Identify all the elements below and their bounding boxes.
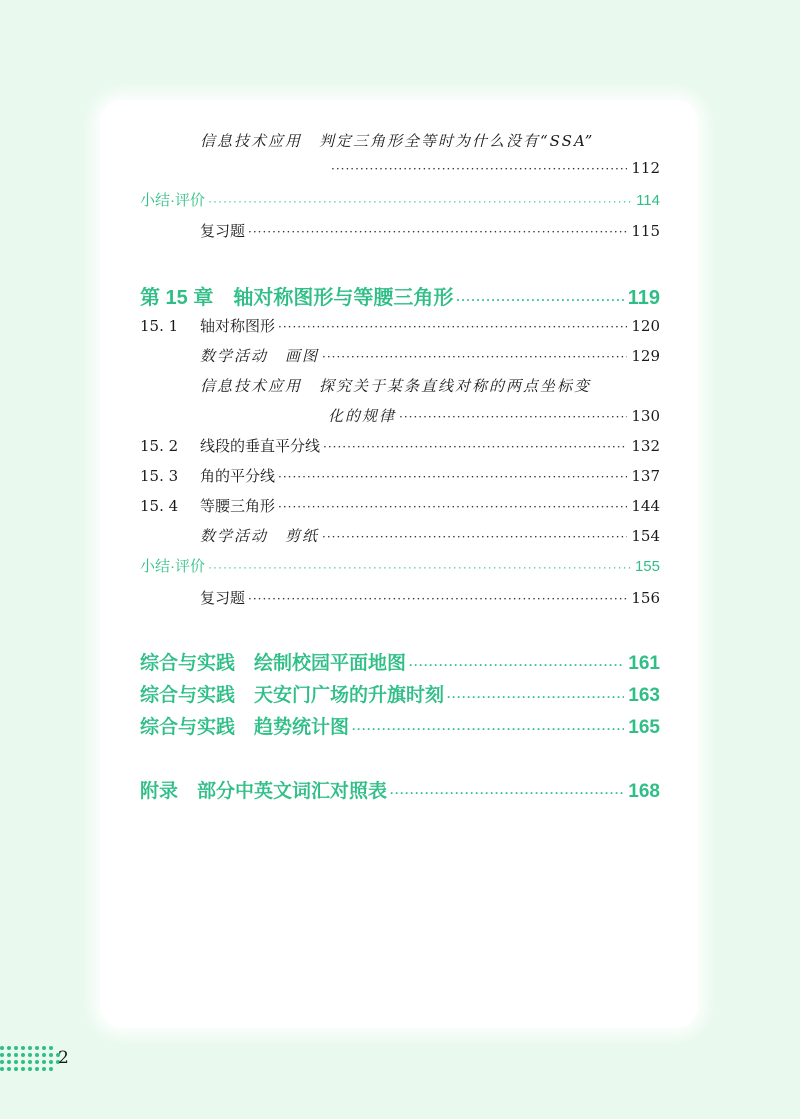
footer-page-number: 2	[58, 1048, 69, 1068]
footer-dot	[49, 1046, 53, 1050]
entry-title: 综合与实践 绘制校园平面地图	[140, 653, 407, 674]
toc-entry-it-symmetry[interactable]	[140, 375, 660, 401]
entry-title: 综合与实践 天安门广场的升旗时刻	[140, 685, 445, 706]
footer-dot	[0, 1060, 4, 1064]
toc-entry-ssa-page[interactable]	[140, 159, 660, 185]
section-number: 15. 2	[140, 437, 179, 455]
toc-practice-map[interactable]	[140, 648, 660, 678]
entry-title: 轴对称图形	[200, 317, 276, 335]
entry-title: 综合与实践 趋势统计图	[140, 717, 350, 738]
footer-dot	[7, 1067, 11, 1071]
entry-title: 等腰三角形	[200, 497, 276, 515]
footer-dot	[14, 1067, 18, 1071]
entry-title: 复习题	[200, 222, 246, 240]
leader-dots	[248, 225, 627, 239]
toc-entry-ssa[interactable]	[140, 130, 660, 156]
leader-dots	[208, 194, 632, 208]
footer-dot	[21, 1053, 25, 1057]
page-number: 119	[627, 287, 660, 309]
page-number: 132	[631, 437, 660, 455]
footer-dot	[0, 1053, 4, 1057]
footer-dot	[14, 1053, 18, 1057]
page-number: 165	[628, 717, 660, 738]
footer-dot	[42, 1060, 46, 1064]
entry-title: 小结·评价	[140, 558, 205, 575]
leader-dots	[331, 162, 627, 176]
page-number: 120	[631, 317, 660, 335]
entry-title: 线段的垂直平分线	[200, 437, 321, 455]
toc-entry-summary-14[interactable]	[140, 189, 660, 215]
leader-dots	[322, 530, 627, 544]
toc-practice-trend[interactable]	[140, 712, 660, 742]
leader-dots	[447, 690, 624, 704]
footer-dot	[42, 1046, 46, 1050]
entry-title: 角的平分线	[200, 467, 276, 485]
footer-dot	[28, 1067, 32, 1071]
entry-title: 复习题	[200, 589, 246, 607]
footer-dot	[35, 1060, 39, 1064]
toc-entry-review-15[interactable]	[140, 587, 660, 613]
entry-title: 数学活动 剪纸	[200, 527, 320, 545]
entry-title: 信息技术应用 判定三角形全等时为什么没有“SSA”	[200, 132, 595, 150]
page-number: 114	[636, 192, 660, 209]
entry-title: 化的规律	[328, 407, 397, 425]
toc-entry-summary-15[interactable]	[140, 555, 660, 581]
footer-dot	[21, 1046, 25, 1050]
footer-dot	[21, 1060, 25, 1064]
toc-entry-activity-draw[interactable]	[140, 345, 660, 371]
toc-section-15-2[interactable]	[140, 435, 660, 461]
page-number: 137	[631, 467, 660, 485]
footer-dot	[49, 1067, 53, 1071]
leader-dots	[399, 410, 627, 424]
leader-dots	[322, 350, 627, 364]
toc-practice-flag[interactable]	[140, 680, 660, 710]
footer-dot	[49, 1060, 53, 1064]
footer-dot	[0, 1067, 4, 1071]
footer-dot	[35, 1067, 39, 1071]
footer-dot	[7, 1046, 11, 1050]
toc-appendix[interactable]	[140, 776, 660, 806]
page-number: 112	[631, 159, 660, 177]
footer-dot	[14, 1060, 18, 1064]
footer-dot	[42, 1067, 46, 1071]
page-number: 155	[634, 558, 660, 575]
leader-dots	[248, 592, 627, 606]
footer-dot-pattern	[0, 1046, 52, 1072]
page-number: 115	[631, 222, 660, 240]
toc-section-15-3[interactable]	[140, 465, 660, 491]
section-number: 15. 4	[140, 497, 179, 515]
footer-dot	[42, 1053, 46, 1057]
entry-title: 附录 部分中英文词汇对照表	[140, 781, 388, 802]
leader-dots	[208, 560, 631, 574]
footer-dot	[0, 1046, 4, 1050]
chapter-title: 第 15 章 轴对称图形与等腰三角形	[140, 287, 454, 309]
leader-dots	[278, 500, 627, 514]
leader-dots	[409, 658, 624, 672]
toc-chapter-15[interactable]	[140, 281, 660, 311]
footer-dot	[49, 1053, 53, 1057]
entry-title: 小结·评价	[140, 192, 205, 209]
entry-title: 数学活动 画图	[200, 347, 320, 365]
footer-dot	[21, 1067, 25, 1071]
page-number: 168	[628, 781, 660, 802]
toc-entry-review-14[interactable]	[140, 220, 660, 246]
toc-section-15-4[interactable]	[140, 495, 660, 521]
entry-title: 信息技术应用 探究关于某条直线对称的两点坐标变	[200, 377, 592, 395]
toc-section-15-1[interactable]	[140, 315, 660, 341]
footer-dot	[7, 1053, 11, 1057]
footer-dot	[28, 1046, 32, 1050]
footer-dot	[28, 1053, 32, 1057]
page-number: 161	[628, 653, 660, 674]
page-number: 144	[631, 497, 660, 515]
footer-dot	[35, 1046, 39, 1050]
leader-dots	[278, 470, 627, 484]
toc-entry-activity-papercut[interactable]	[140, 525, 660, 551]
leader-dots	[352, 722, 624, 736]
page-number: 154	[631, 527, 660, 545]
footer-dot	[14, 1046, 18, 1050]
page-number: 163	[628, 685, 660, 706]
footer-dot	[35, 1053, 39, 1057]
page-number: 129	[631, 347, 660, 365]
leader-dots	[456, 293, 623, 307]
footer-dot	[7, 1060, 11, 1064]
section-number: 15. 1	[140, 317, 179, 335]
leader-dots	[278, 320, 627, 334]
page-number: 156	[631, 589, 660, 607]
page-number: 130	[631, 407, 660, 425]
section-number: 15. 3	[140, 467, 179, 485]
leader-dots	[390, 786, 624, 800]
toc-entry-it-symmetry-cont[interactable]	[140, 405, 660, 431]
footer-dot	[28, 1060, 32, 1064]
leader-dots	[323, 440, 627, 454]
